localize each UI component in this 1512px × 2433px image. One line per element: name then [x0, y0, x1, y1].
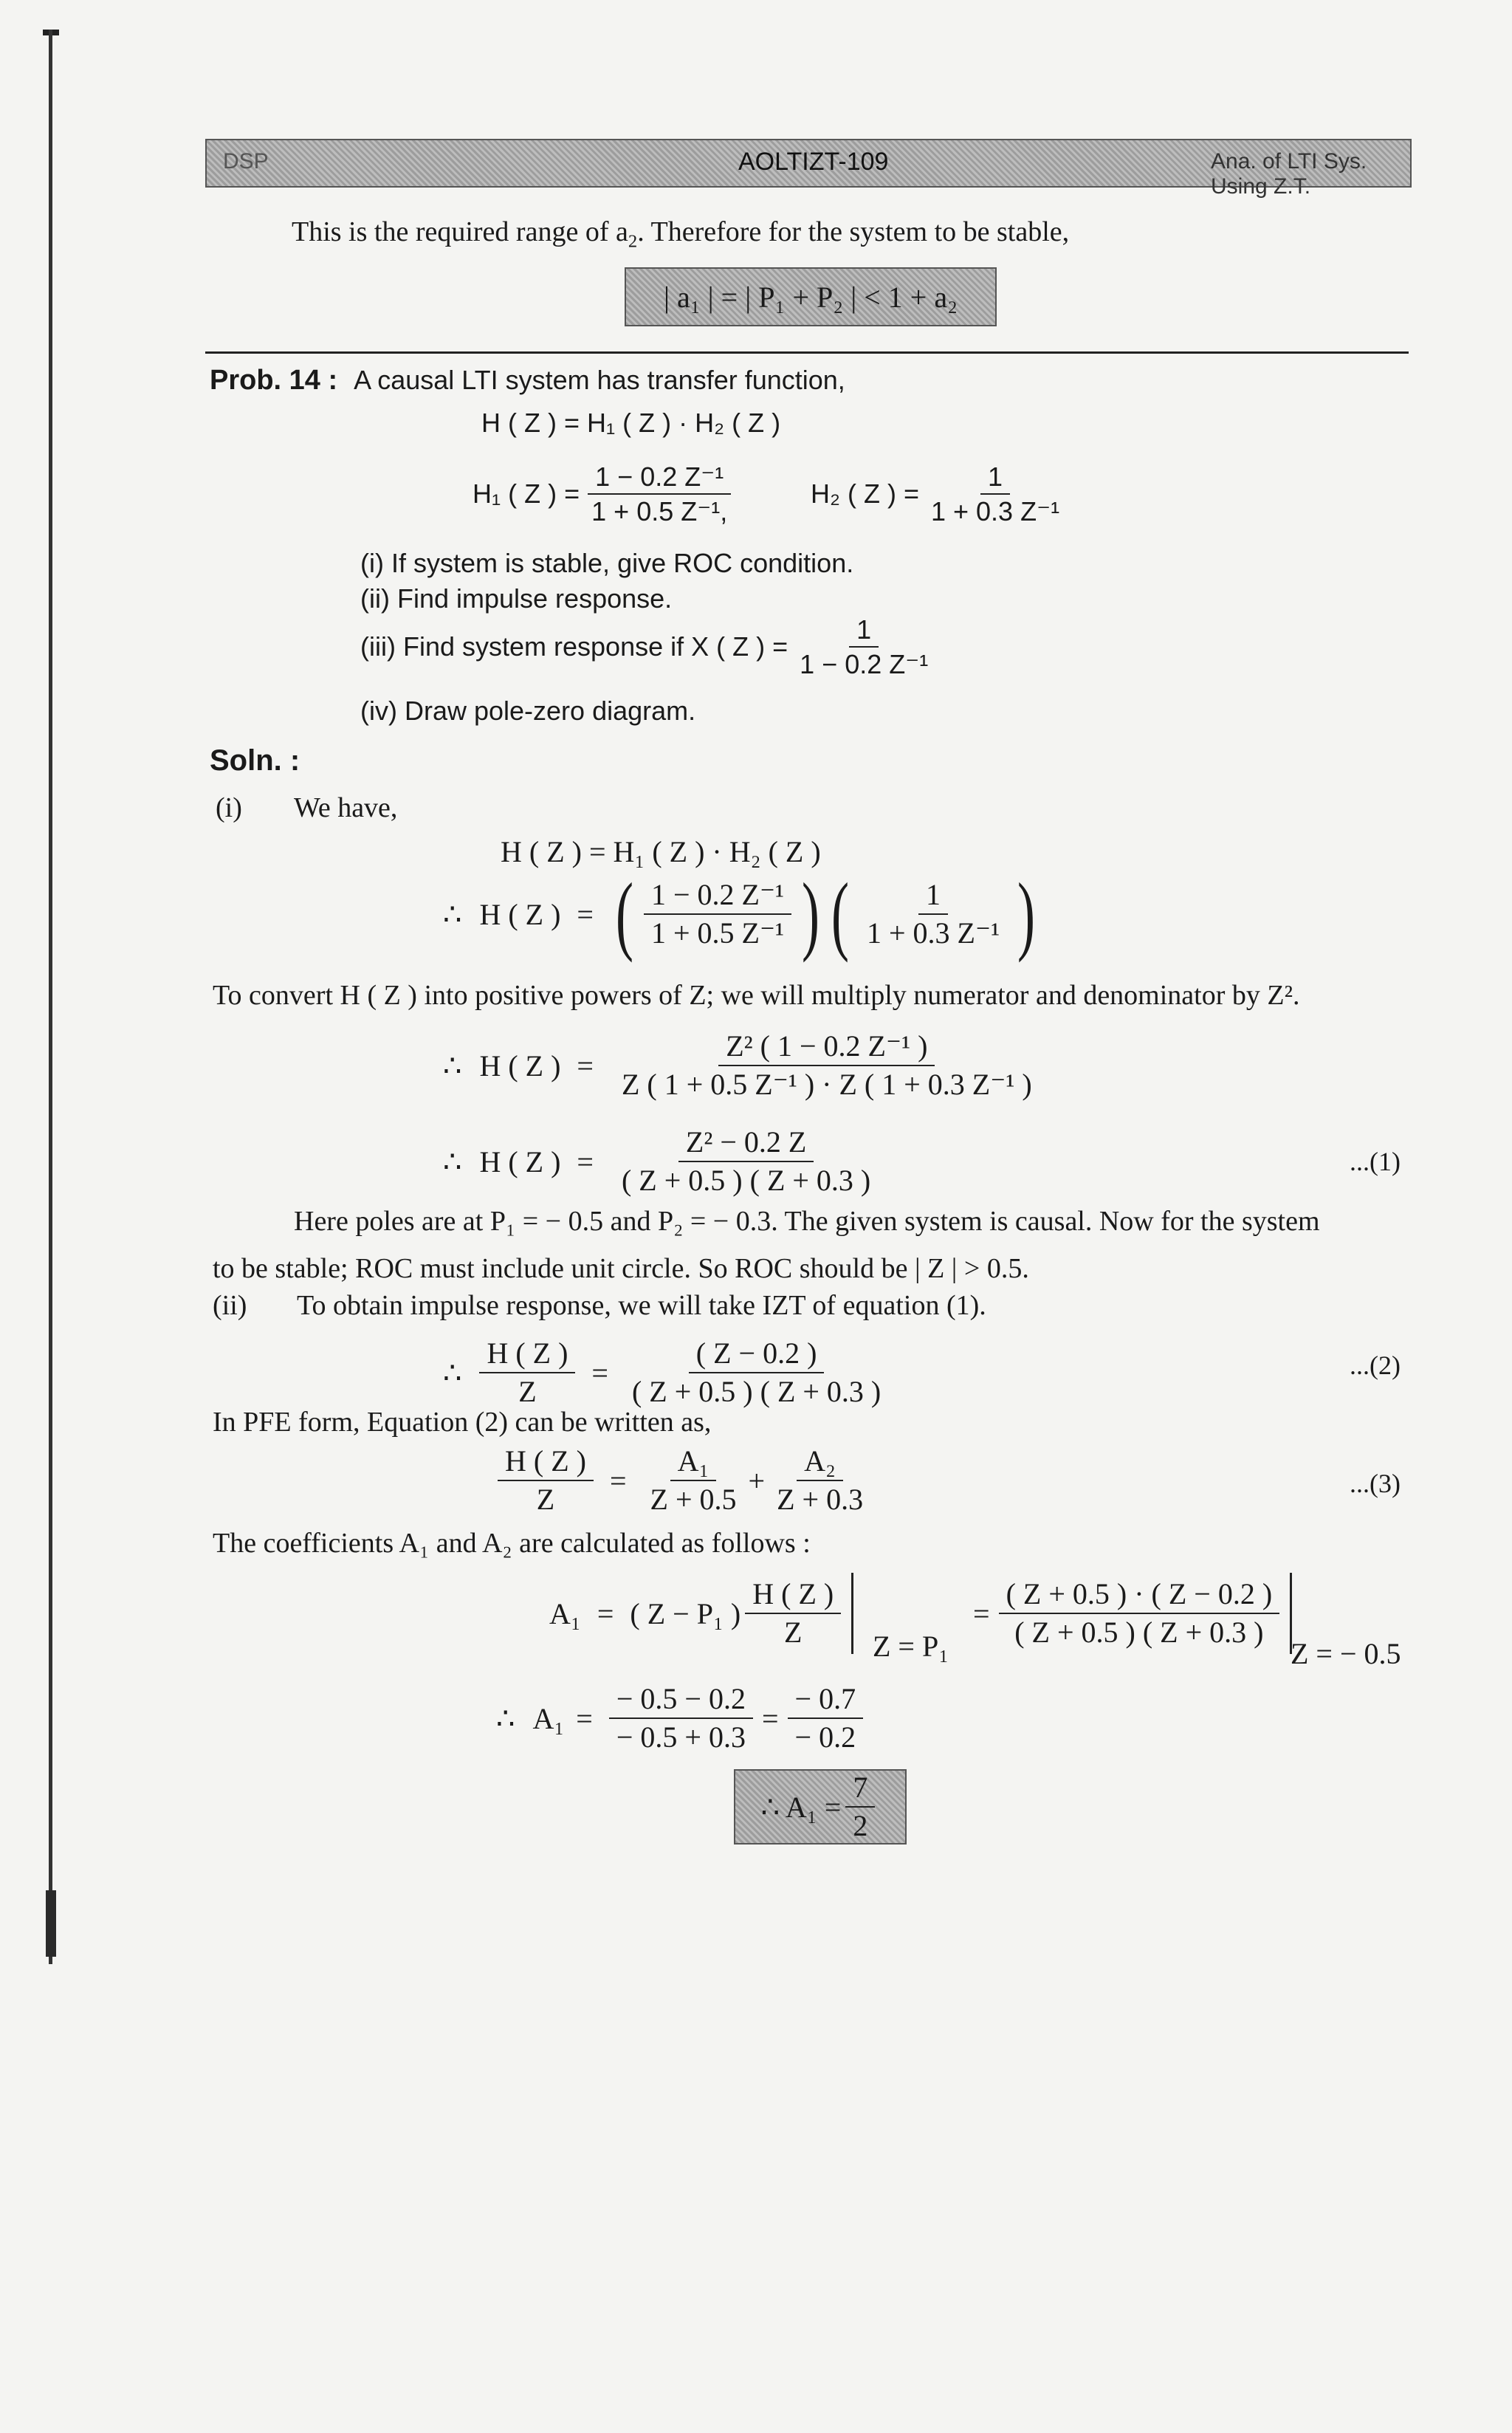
item-iii-text: (iii) Find system response if X ( Z ) =	[360, 631, 788, 662]
eq-d-frac	[614, 1125, 878, 1198]
eq-c	[443, 1029, 1044, 1102]
therefore-b: ∴	[443, 897, 462, 931]
eq-d	[443, 1125, 882, 1198]
intro-text-2: . Therefore for the system to be stable,	[637, 216, 1070, 247]
h1-numerator: 1 − 0.2 Z⁻¹	[588, 461, 731, 495]
h2-numerator: 1	[980, 461, 1010, 495]
therefore-2: ∴	[443, 1356, 462, 1390]
eq2-denominator: ( Z + 0.5 ) ( Z + 0.3 )	[631, 1375, 882, 1408]
eq-d-equals: =	[577, 1145, 594, 1178]
a1-calc-frac2	[788, 1682, 864, 1754]
a1-numerator2: ( Z + 0.5 ) · ( Z − 0.2 )	[999, 1577, 1280, 1614]
eq2-equals: =	[591, 1356, 608, 1390]
a1-calc-numerator2: − 0.7	[788, 1682, 864, 1719]
a1-calc-denominator2: − 0.2	[794, 1720, 856, 1754]
eq2	[443, 1336, 893, 1409]
h2-fraction	[924, 461, 1067, 527]
eq3-tag: ...(3)	[1350, 1469, 1401, 1498]
eq2-lhs-denominator: Z	[518, 1375, 537, 1408]
a1-frac2	[999, 1577, 1280, 1650]
a1-hz-numerator: H ( Z )	[745, 1577, 841, 1614]
a1-calc-equals: =	[576, 1701, 593, 1735]
eq3-denominator2: Z + 0.3	[777, 1483, 864, 1516]
stable-text: to be stable; ROC must include unit circle. So ROC should be | Z | > 0.5.	[213, 1253, 1029, 1284]
poles-text: Here poles are at P₁ = − 0.5 and P₂ = − 0.3. The given system is causal. Now for the system	[294, 1206, 1320, 1237]
a1-eval-at-2: Z = − 0.5	[1291, 1637, 1401, 1670]
impulse-text: To obtain impulse response, we will take IZT of equation (1).	[297, 1290, 986, 1321]
intro-sub: 2	[628, 231, 638, 252]
we-have: We have,	[294, 792, 398, 823]
eq2-tag: ...(2)	[1350, 1351, 1401, 1380]
a1-eval	[549, 1573, 853, 1654]
paren-close-1: )	[802, 865, 820, 963]
a1-hz-frac	[745, 1577, 841, 1650]
therefore-c: ∴	[443, 1049, 462, 1082]
a1-eval-at: Z = P₁	[873, 1630, 949, 1663]
a1-equals-2: =	[973, 1596, 990, 1630]
page-header-bar	[205, 139, 1412, 199]
eq-d-numerator: Z² − 0.2 Z	[678, 1125, 814, 1162]
intro-line	[292, 216, 1069, 253]
eq-b-equals: =	[577, 897, 594, 931]
eq-c-numerator: Z² ( 1 − 0.2 Z⁻¹ )	[718, 1029, 935, 1066]
eq-b-den1: 1 + 0.5 Z⁻¹	[650, 916, 785, 950]
header-left: DSP	[223, 149, 269, 174]
a1-calc	[496, 1682, 867, 1754]
eq3-lhs-denominator: Z	[536, 1483, 555, 1516]
a1-result-box	[734, 1769, 907, 1845]
eq-b	[443, 865, 1041, 963]
eq2-lhs-frac	[479, 1336, 575, 1409]
eq3-denominator1: Z + 0.5	[650, 1483, 737, 1516]
eq-c-lhs: H ( Z )	[479, 1049, 561, 1082]
binding-edge-line	[43, 30, 59, 1964]
problem-label: Prob. 14 :	[210, 365, 338, 396]
eq-a: H ( Z ) = H₁ ( Z ) · H₂ ( Z )	[501, 835, 821, 868]
a1-eval-bar	[851, 1573, 853, 1654]
a1-result-lhs: ∴ A₁ =	[760, 1790, 842, 1824]
h1-lhs: H₁ ( Z ) =	[472, 478, 580, 509]
eq3-numerator1: A₁	[670, 1444, 717, 1481]
h2-denominator: 1 + 0.3 Z⁻¹	[930, 496, 1060, 527]
eq-b-num2: 1	[918, 878, 948, 915]
eq3-numerator2: A₂	[797, 1444, 843, 1481]
stability-condition-box	[625, 267, 997, 326]
solution-label: Soln. :	[210, 744, 300, 777]
part-ii-label: (ii)	[213, 1290, 247, 1321]
header-center: AOLTIZT-109	[738, 148, 889, 176]
a1-eval-2	[973, 1573, 1292, 1654]
eq-c-equals: =	[577, 1049, 594, 1082]
binding-edge	[43, 30, 59, 1964]
transfer-function-product: H ( Z ) = H₁ ( Z ) · H₂ ( Z )	[481, 408, 781, 438]
eq3-frac1	[643, 1444, 744, 1517]
section-divider	[205, 351, 1409, 354]
intro-text: This is the required range of a	[292, 216, 628, 247]
a1-factor: ( Z − P₁ )	[630, 1596, 741, 1630]
eq2-numerator: ( Z − 0.2 )	[689, 1336, 825, 1373]
header-right: Ana. of LTI Sys. Using Z.T.	[1211, 149, 1367, 199]
part-i-label: (i)	[216, 792, 242, 823]
h1-fraction	[584, 461, 735, 527]
eq3-frac2	[769, 1444, 870, 1517]
a1-calc-lhs: A₁	[532, 1701, 565, 1735]
a1-hz-denominator: Z	[784, 1616, 803, 1649]
a1-equals: =	[597, 1596, 614, 1630]
eq-c-denominator: Z ( 1 + 0.5 Z⁻¹ ) · Z ( 1 + 0.3 Z⁻¹ )	[621, 1068, 1032, 1101]
eq3-equals: =	[609, 1463, 627, 1497]
eq-b-frac1	[644, 878, 791, 950]
item-iii	[360, 614, 940, 680]
eq2-rhs-frac	[625, 1336, 888, 1409]
item-iii-numerator: 1	[849, 614, 879, 648]
h1-expression	[472, 461, 739, 527]
a1-calc-numerator1: − 0.5 − 0.2	[609, 1682, 753, 1719]
eq-b-lhs: H ( Z )	[479, 897, 561, 931]
eq-c-frac	[614, 1029, 1040, 1102]
h2-expression	[811, 461, 1071, 527]
stability-condition: | a₁ | = | P₁ + P₂ | < 1 + a₂	[663, 280, 958, 314]
therefore-a1: ∴	[496, 1701, 515, 1735]
item-iii-fraction	[792, 614, 935, 680]
eq3-lhs-numerator: H ( Z )	[498, 1444, 594, 1481]
a1-calc-equals-2: =	[761, 1701, 779, 1735]
eq-b-den2: 1 + 0.3 Z⁻¹	[867, 916, 1000, 950]
eq-d-lhs: H ( Z )	[479, 1145, 561, 1178]
h1-denominator: 1 + 0.5 Z⁻¹,	[591, 496, 728, 527]
paren-open-2: (	[831, 865, 850, 963]
eq1-tag: ...(1)	[1350, 1147, 1401, 1176]
paren-open-1: (	[615, 865, 633, 963]
a1-result-numerator: 7	[845, 1771, 875, 1808]
coef-text: The coefficients A₁ and A₂ are calculated as follows :	[213, 1528, 811, 1559]
h2-lhs: H₂ ( Z ) =	[811, 478, 919, 509]
eq-d-denominator: ( Z + 0.5 ) ( Z + 0.3 )	[621, 1164, 871, 1197]
item-ii: (ii) Find impulse response.	[360, 583, 673, 614]
therefore-d: ∴	[443, 1145, 462, 1178]
eq-b-frac2	[859, 878, 1007, 950]
a1-result-frac	[845, 1771, 875, 1843]
item-iii-denominator: 1 − 0.2 Z⁻¹	[800, 649, 929, 680]
eq-b-num1: 1 − 0.2 Z⁻¹	[644, 878, 791, 915]
eq3-lhs-frac	[498, 1444, 594, 1517]
pfe-text: In PFE form, Equation (2) can be written as,	[213, 1407, 712, 1438]
convert-text: To convert H ( Z ) into positive powers of Z; we will multiply numerator and denominator by Z².	[213, 980, 1300, 1011]
a1-calc-frac1	[609, 1682, 753, 1754]
problem-statement: A causal LTI system has transfer function,	[354, 365, 845, 395]
item-iv: (iv) Draw pole-zero diagram.	[360, 696, 696, 726]
paren-close-2: )	[1017, 865, 1036, 963]
a1-denominator2: ( Z + 0.5 ) ( Z + 0.3 )	[1014, 1616, 1264, 1649]
eq3	[493, 1444, 875, 1517]
eq3-plus: +	[748, 1463, 766, 1497]
a1-calc-denominator1: − 0.5 + 0.3	[616, 1720, 746, 1754]
eq2-lhs-numerator: H ( Z )	[479, 1336, 575, 1373]
a1-lhs: A₁	[549, 1596, 581, 1630]
problem-heading	[210, 365, 845, 397]
a1-result-denominator: 2	[853, 1809, 868, 1842]
item-i: (i) If system is stable, give ROC condition.	[360, 548, 854, 578]
